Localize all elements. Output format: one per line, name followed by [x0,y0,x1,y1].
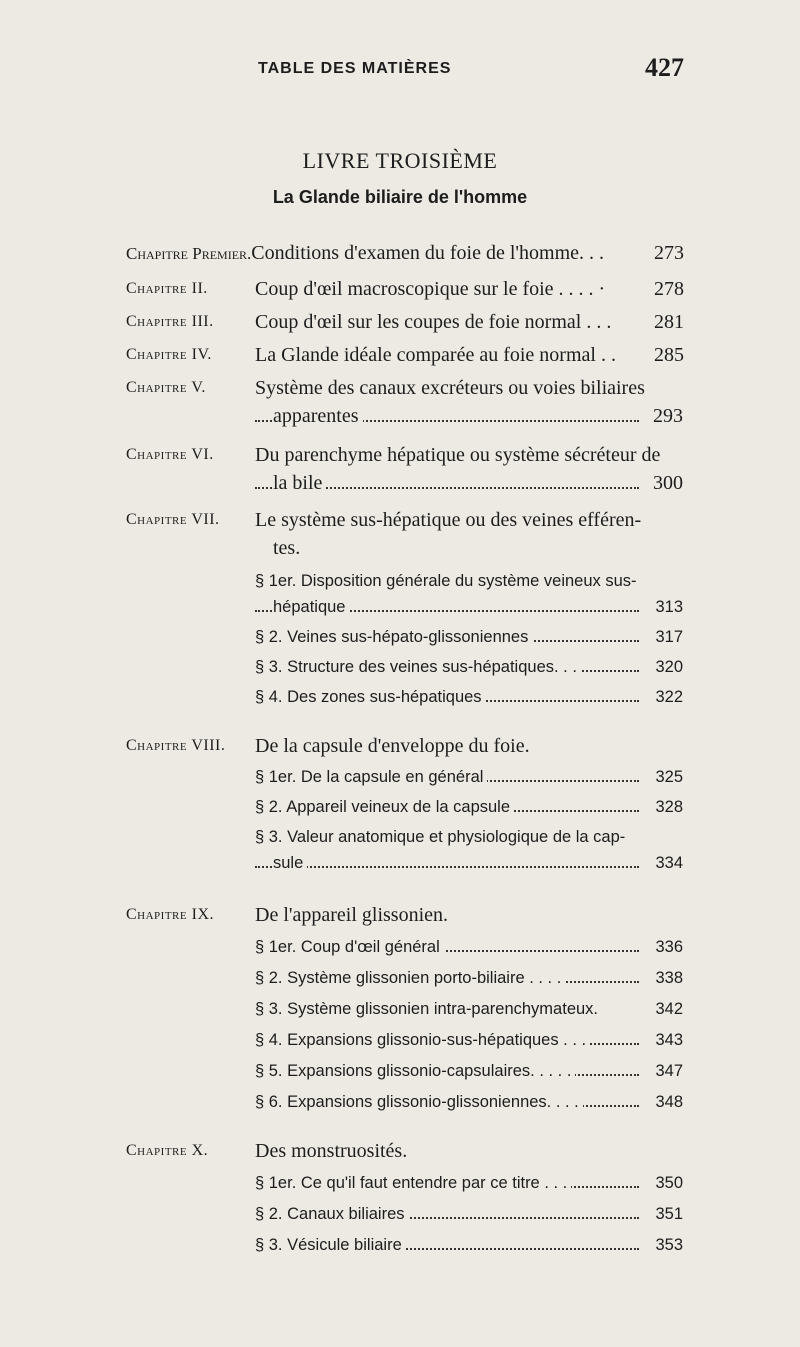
section-7-3-text: § 3. Structure des veines sus-hépatiques. . . [255,658,581,676]
section-8-3-line1: § 3. Valeur anatomique et physiologique de la cap- [255,828,626,846]
section-7-1-line2: hépatique [273,598,350,616]
chapter-4-title: La Glande idéale comparée au foie normal . . [255,344,616,366]
section-10-2-page: 351 [651,1201,683,1227]
section-9-2-text: § 2. Système glissonien porto-biliaire . . . . [255,969,565,987]
section-9-3-text: § 3. Système glissonien intra-parenchymateux. [255,1000,602,1018]
section-9-1-row [255,934,683,960]
section-9-6-row [255,1089,683,1115]
section-9-1-text: § 1er. Coup d'œil général [255,938,444,956]
section-10-3-row [255,1232,683,1258]
section-7-1-row [255,594,683,620]
section-10-1-page: 350 [651,1170,683,1196]
section-9-5-text: § 5. Expansions glissonio-capsulaires. . . . . [255,1062,575,1080]
chapter-7-title-line1: Le système sus-hépatique ou des veines efféren- [255,509,642,531]
chapter-5-title-line1: Système des canaux excréteurs ou voies biliaires [255,377,645,399]
section-10-3-text: § 3. Vésicule biliaire [255,1236,406,1254]
section-8-1-text: § 1er. De la capsule en général [255,768,487,786]
section-9-6-page: 348 [651,1089,683,1115]
chapter-8-sections [255,764,683,876]
section-9-3-row [255,996,683,1022]
chapter-3-label: Chapitre III. [126,313,214,330]
chapter-5-label: Chapitre V. [126,379,206,396]
chapter-6-page: 300 [649,469,683,497]
section-9-2-row [255,965,683,991]
chapter-8-label: Chapitre VIII. [126,737,226,754]
chapter-1-page: 273 [654,242,684,264]
section-10-2-text: § 2. Canaux biliaires [255,1205,409,1223]
chapter-9-title: De l'appareil glissonien. [255,904,448,926]
section-9-5-page: 347 [651,1058,683,1084]
chapter-6-title-line1: Du parenchyme hépatique ou système sécréteur de [255,444,661,466]
chapter-4-page: 285 [654,344,684,366]
section-7-2-page: 317 [651,624,683,650]
section-8-2-row [255,794,683,820]
chapter-10-label: Chapitre X. [126,1142,209,1159]
section-7-1-line1: § 1er. Disposition générale du système veineux sus- [255,572,637,590]
section-7-4-row [255,684,683,710]
chapter-2-page: 278 [654,278,684,300]
chapter-5-title-line2: apparentes [273,405,363,427]
section-8-2-text: § 2. Appareil veineux de la capsule [255,798,514,816]
section-8-3-page: 334 [651,850,683,876]
section-8-1-row [255,764,683,790]
chapter-2-title: Coup d'œil macroscopique sur le foie . . . . · [255,278,606,300]
section-7-2-row [255,624,683,650]
section-9-5-row [255,1058,683,1084]
section-7-3-page: 320 [651,654,683,680]
chapter-3-title: Coup d'œil sur les coupes de foie normal . . . [255,311,612,333]
chapter-3-page: 281 [654,311,684,333]
section-9-4-row [255,1027,683,1053]
chapter-9-label: Chapitre IX. [126,906,214,923]
section-7-2-text: § 2. Veines sus-hépato-glissoniennes [255,628,532,646]
running-title: TABLE DES MATIÈRES [258,60,452,77]
section-7-4-text: § 4. Des zones sus-hépatiques [255,688,486,706]
chapter-2-label: Chapitre II. [126,280,208,297]
chapter-4-label: Chapitre IV. [126,346,212,363]
section-9-4-text: § 4. Expansions glissonio-sus-hépatiques . . . [255,1031,590,1049]
section-10-2-row [255,1201,683,1227]
chapter-8-title: De la capsule d'enveloppe du foie. [255,735,530,757]
chapter-10-sections [255,1170,683,1258]
section-8-1-page: 325 [651,764,683,790]
chapter-1-title: Conditions d'examen du foie de l'homme. . . [251,242,605,264]
chapter-6-title-line2: la bile [273,472,326,494]
section-8-3-line2: sule [273,854,307,872]
chapter-7-title-line2: tes. [273,537,301,559]
section-9-1-page: 336 [651,934,683,960]
chapter-10-title: Des monstruosités. [255,1140,408,1162]
section-10-1-row [255,1170,683,1196]
chapter-9-sections [255,934,683,1115]
chapter-6-label: Chapitre VI. [126,446,214,463]
section-8-2-page: 328 [651,794,683,820]
section-7-3-row [255,654,683,680]
section-9-2-page: 338 [651,965,683,991]
section-7-4-page: 322 [651,684,683,710]
book-subtitle: La Glande biliaire de l'homme [272,187,528,207]
section-9-4-page: 343 [651,1027,683,1053]
section-7-1-page: 313 [651,594,683,620]
section-9-6-text: § 6. Expansions glissonio-glissoniennes. . . . [255,1093,583,1111]
chapter-6-title-line2-row [255,469,683,497]
page-number: 427 [645,53,684,82]
section-10-1-text: § 1er. Ce qu'il faut entendre par ce titre . . . [255,1174,571,1192]
chapter-5-title-line2-row [255,402,683,430]
chapter-1-entry [126,242,684,265]
section-10-3-page: 353 [651,1232,683,1258]
chapter-1-label: Chapitre Premier. [126,244,252,263]
section-8-3-row [255,850,683,876]
chapter-7-label: Chapitre VII. [126,511,220,528]
book-title: LIVRE TROISIÈME [302,148,498,173]
chapter-7-sections [255,568,683,710]
section-9-3-page: 342 [651,996,683,1022]
chapter-5-page: 293 [649,402,683,430]
